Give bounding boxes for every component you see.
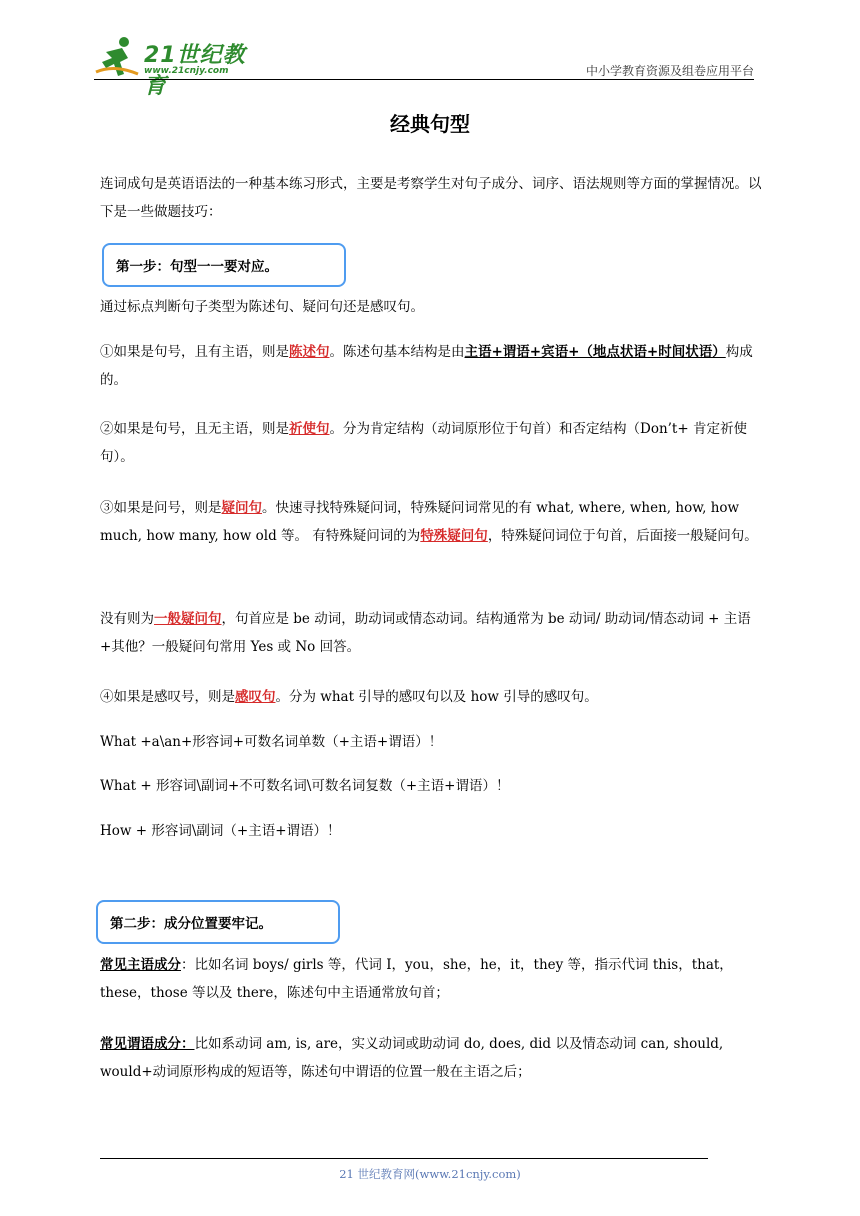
text-span: ④如果是感叹号，则是 bbox=[100, 689, 235, 705]
text-span: ：比如名词 boys/ girls 等，代词 I，you，she，he，it，they 等，指示代词 this，that，these，those 等以及 there，陈述句中主语通常放句首； bbox=[100, 957, 733, 1001]
text-span: ②如果是句号，且无主语，则是 bbox=[100, 421, 289, 437]
term-exclamatory: 感叹句 bbox=[235, 689, 276, 705]
term-interrogative: 疑问句 bbox=[221, 500, 262, 516]
item-imperative bbox=[100, 415, 762, 471]
step2-box bbox=[96, 900, 340, 944]
text-span: ③如果是问号，则是 bbox=[100, 500, 222, 516]
pattern-what-1: What +a\an+形容词+可数名词单数（+主语+谓语）！ bbox=[100, 734, 443, 750]
item-predicate bbox=[100, 1030, 762, 1086]
text-span: ，句首应是 be 动词，助动词或情态动词。结构通常为 be 动词/ 助动词/情态动词 + 主语+其他？一般疑问句常用 Yes 或 No 回答。 bbox=[100, 611, 751, 655]
term-predicate: 常见谓语成分： bbox=[100, 1036, 195, 1052]
step1-box bbox=[102, 243, 346, 287]
step1-label: 第一步：句型一一要对应。 bbox=[116, 259, 278, 275]
header-divider bbox=[94, 79, 754, 80]
text-span: ，特殊疑问词位于句首，后面接一般疑问句。 bbox=[487, 528, 758, 544]
structure-declarative: 主语+谓语+宾语+（地点状语+时间状语） bbox=[464, 344, 726, 360]
item-declarative bbox=[100, 338, 762, 394]
term-subject: 常见主语成分 bbox=[100, 957, 181, 973]
item-subject bbox=[100, 951, 762, 1007]
step2-label: 第二步：成分位置要牢记。 bbox=[110, 916, 272, 932]
item-general-question bbox=[100, 605, 762, 661]
item-exclamatory bbox=[100, 683, 762, 711]
intro-paragraph: 连词成句是英语语法的一种基本练习形式，主要是考察学生对句子成分、词序、语法规则等方面的掌握情况。以下是一些做题技巧： bbox=[100, 176, 762, 220]
runner-logo-icon bbox=[94, 34, 140, 80]
term-imperative: 祈使句 bbox=[289, 421, 330, 437]
pattern-how: How + 形容词\副词（+主语+谓语）！ bbox=[100, 823, 341, 839]
step1-lead: 通过标点判断句子类型为陈述句、疑问句还是感叹句。 bbox=[100, 299, 424, 315]
item-interrogative bbox=[100, 494, 762, 550]
page-header bbox=[0, 0, 860, 99]
text-span: 。分为 what 引导的感叹句以及 how 引导的感叹句。 bbox=[275, 689, 598, 705]
term-general-question: 一般疑问句 bbox=[154, 611, 222, 627]
logo bbox=[94, 34, 264, 99]
text-span: 构成的。 bbox=[100, 344, 753, 388]
text-span: 。快速寻找特殊疑问词，特殊疑问词常见的有 what, where, when, how, how much, how many, how old 等。 有特殊疑问词的为 bbox=[100, 500, 740, 544]
pattern-what-2: What + 形容词\副词+不可数名词\可数名词复数（+主语+谓语）！ bbox=[100, 778, 510, 794]
footer-divider bbox=[100, 1158, 708, 1159]
page-title: 经典句型 bbox=[390, 112, 470, 136]
term-special-question: 特殊疑问句 bbox=[420, 528, 488, 544]
term-declarative: 陈述句 bbox=[289, 344, 330, 360]
text-span: 比如系动词 am, is, are，实义动词或助动词 do, does, did 以及情态动词 can, should, would+动词原形构成的短语等，陈述句中谓语的位置一般在主语之后； bbox=[100, 1036, 724, 1080]
text-span: ①如果是句号，且有主语，则是 bbox=[100, 344, 289, 360]
header-platform-name: 中小学教育资源及组卷应用平台 bbox=[585, 64, 754, 78]
text-span: 没有则为 bbox=[100, 611, 154, 627]
logo-url: www.21cnjy.com bbox=[144, 66, 229, 76]
text-span: 。分为肯定结构（动词原形位于句首）和否定结构（Don’t+ 肯定祈使句）。 bbox=[100, 421, 747, 465]
text-span: 。陈述句基本结构是由 bbox=[329, 344, 465, 360]
logo-text: 21世纪教育 bbox=[144, 43, 246, 99]
footer-text: 21 世纪教育网(www.21cnjy.com) bbox=[339, 1167, 521, 1181]
